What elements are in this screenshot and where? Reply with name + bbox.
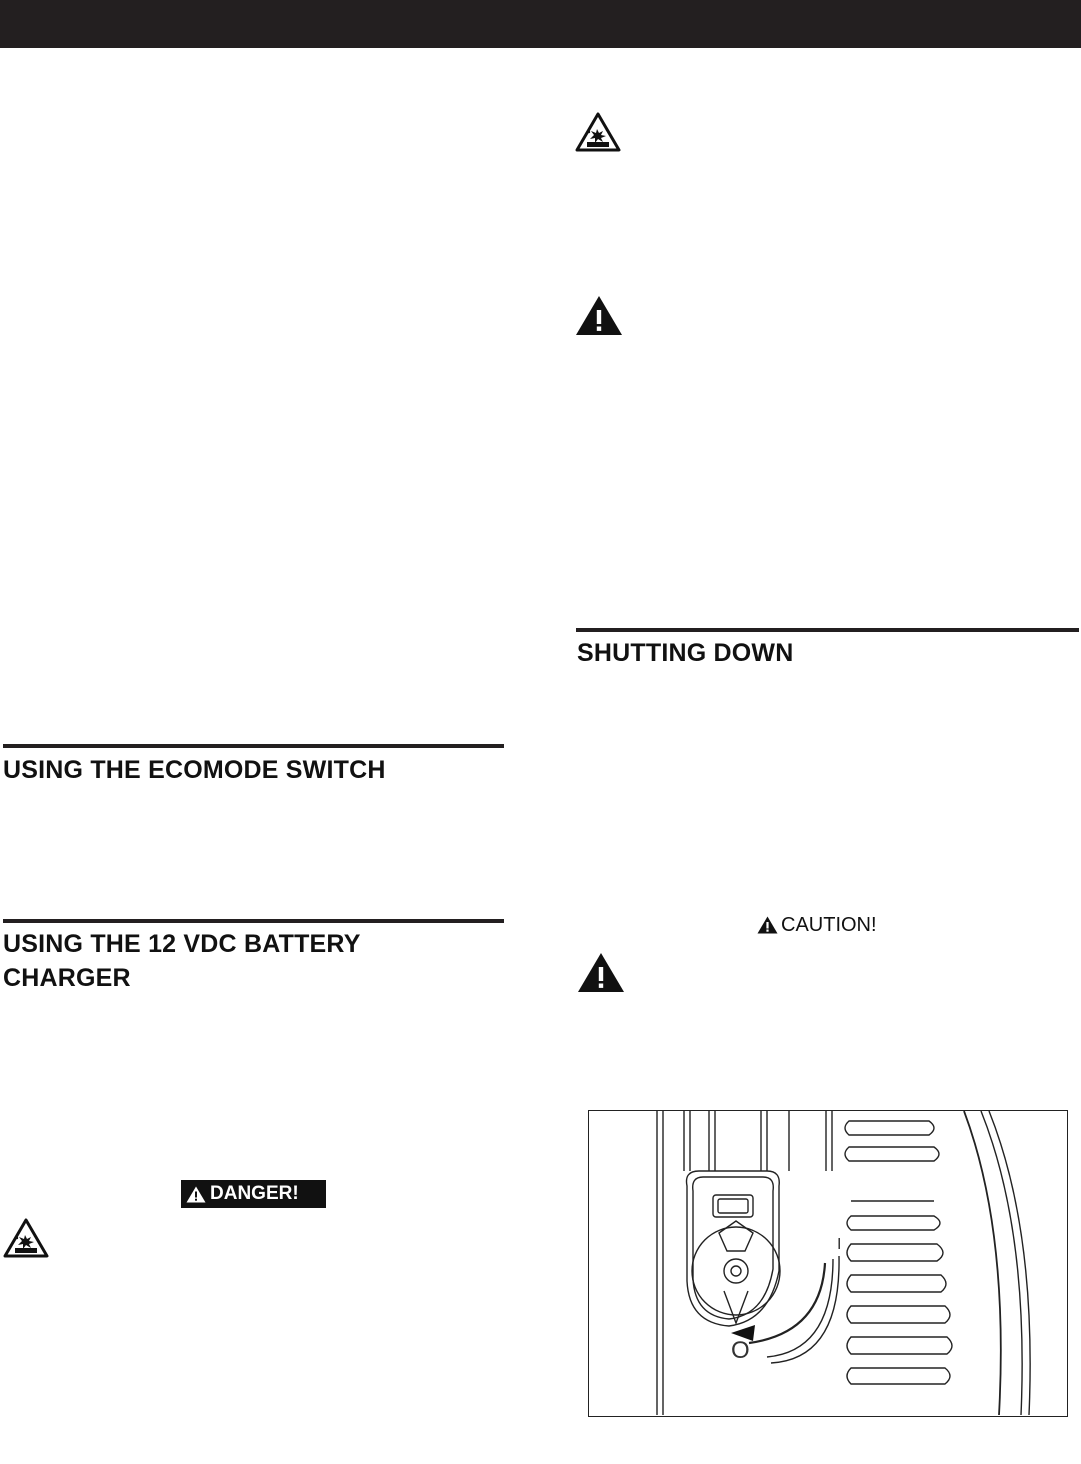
switch-line-drawing: [589, 1111, 1066, 1415]
danger-triangle-icon: [186, 1186, 206, 1203]
caution-label: CAUTION!: [781, 914, 877, 936]
section-rule-battery: [3, 919, 504, 923]
on-mark: I: [837, 1236, 842, 1253]
section-heading-ecomode: USING THE ECOMODE SWITCH: [3, 756, 386, 784]
warning-triangle-icon: [577, 952, 625, 993]
danger-label: DANGER!: [210, 1183, 299, 1204]
off-mark: O: [731, 1337, 750, 1364]
caution-triangle-icon: [757, 916, 778, 934]
section-heading-shutting-down: SHUTTING DOWN: [577, 639, 794, 667]
section-heading-battery-line2: CHARGER: [3, 964, 131, 992]
section-rule-ecomode: [3, 744, 504, 748]
header-bar: [0, 0, 1081, 48]
caution-badge: [757, 911, 877, 939]
switch-illustration: [588, 1110, 1068, 1417]
section-heading-battery-line1: USING THE 12 VDC BATTERY: [3, 930, 361, 958]
section-rule-shutdown: [576, 628, 1079, 632]
explosion-hazard-icon: [575, 112, 621, 152]
explosion-hazard-icon: [3, 1218, 49, 1258]
danger-badge: [181, 1180, 326, 1208]
warning-triangle-icon: [575, 295, 623, 336]
